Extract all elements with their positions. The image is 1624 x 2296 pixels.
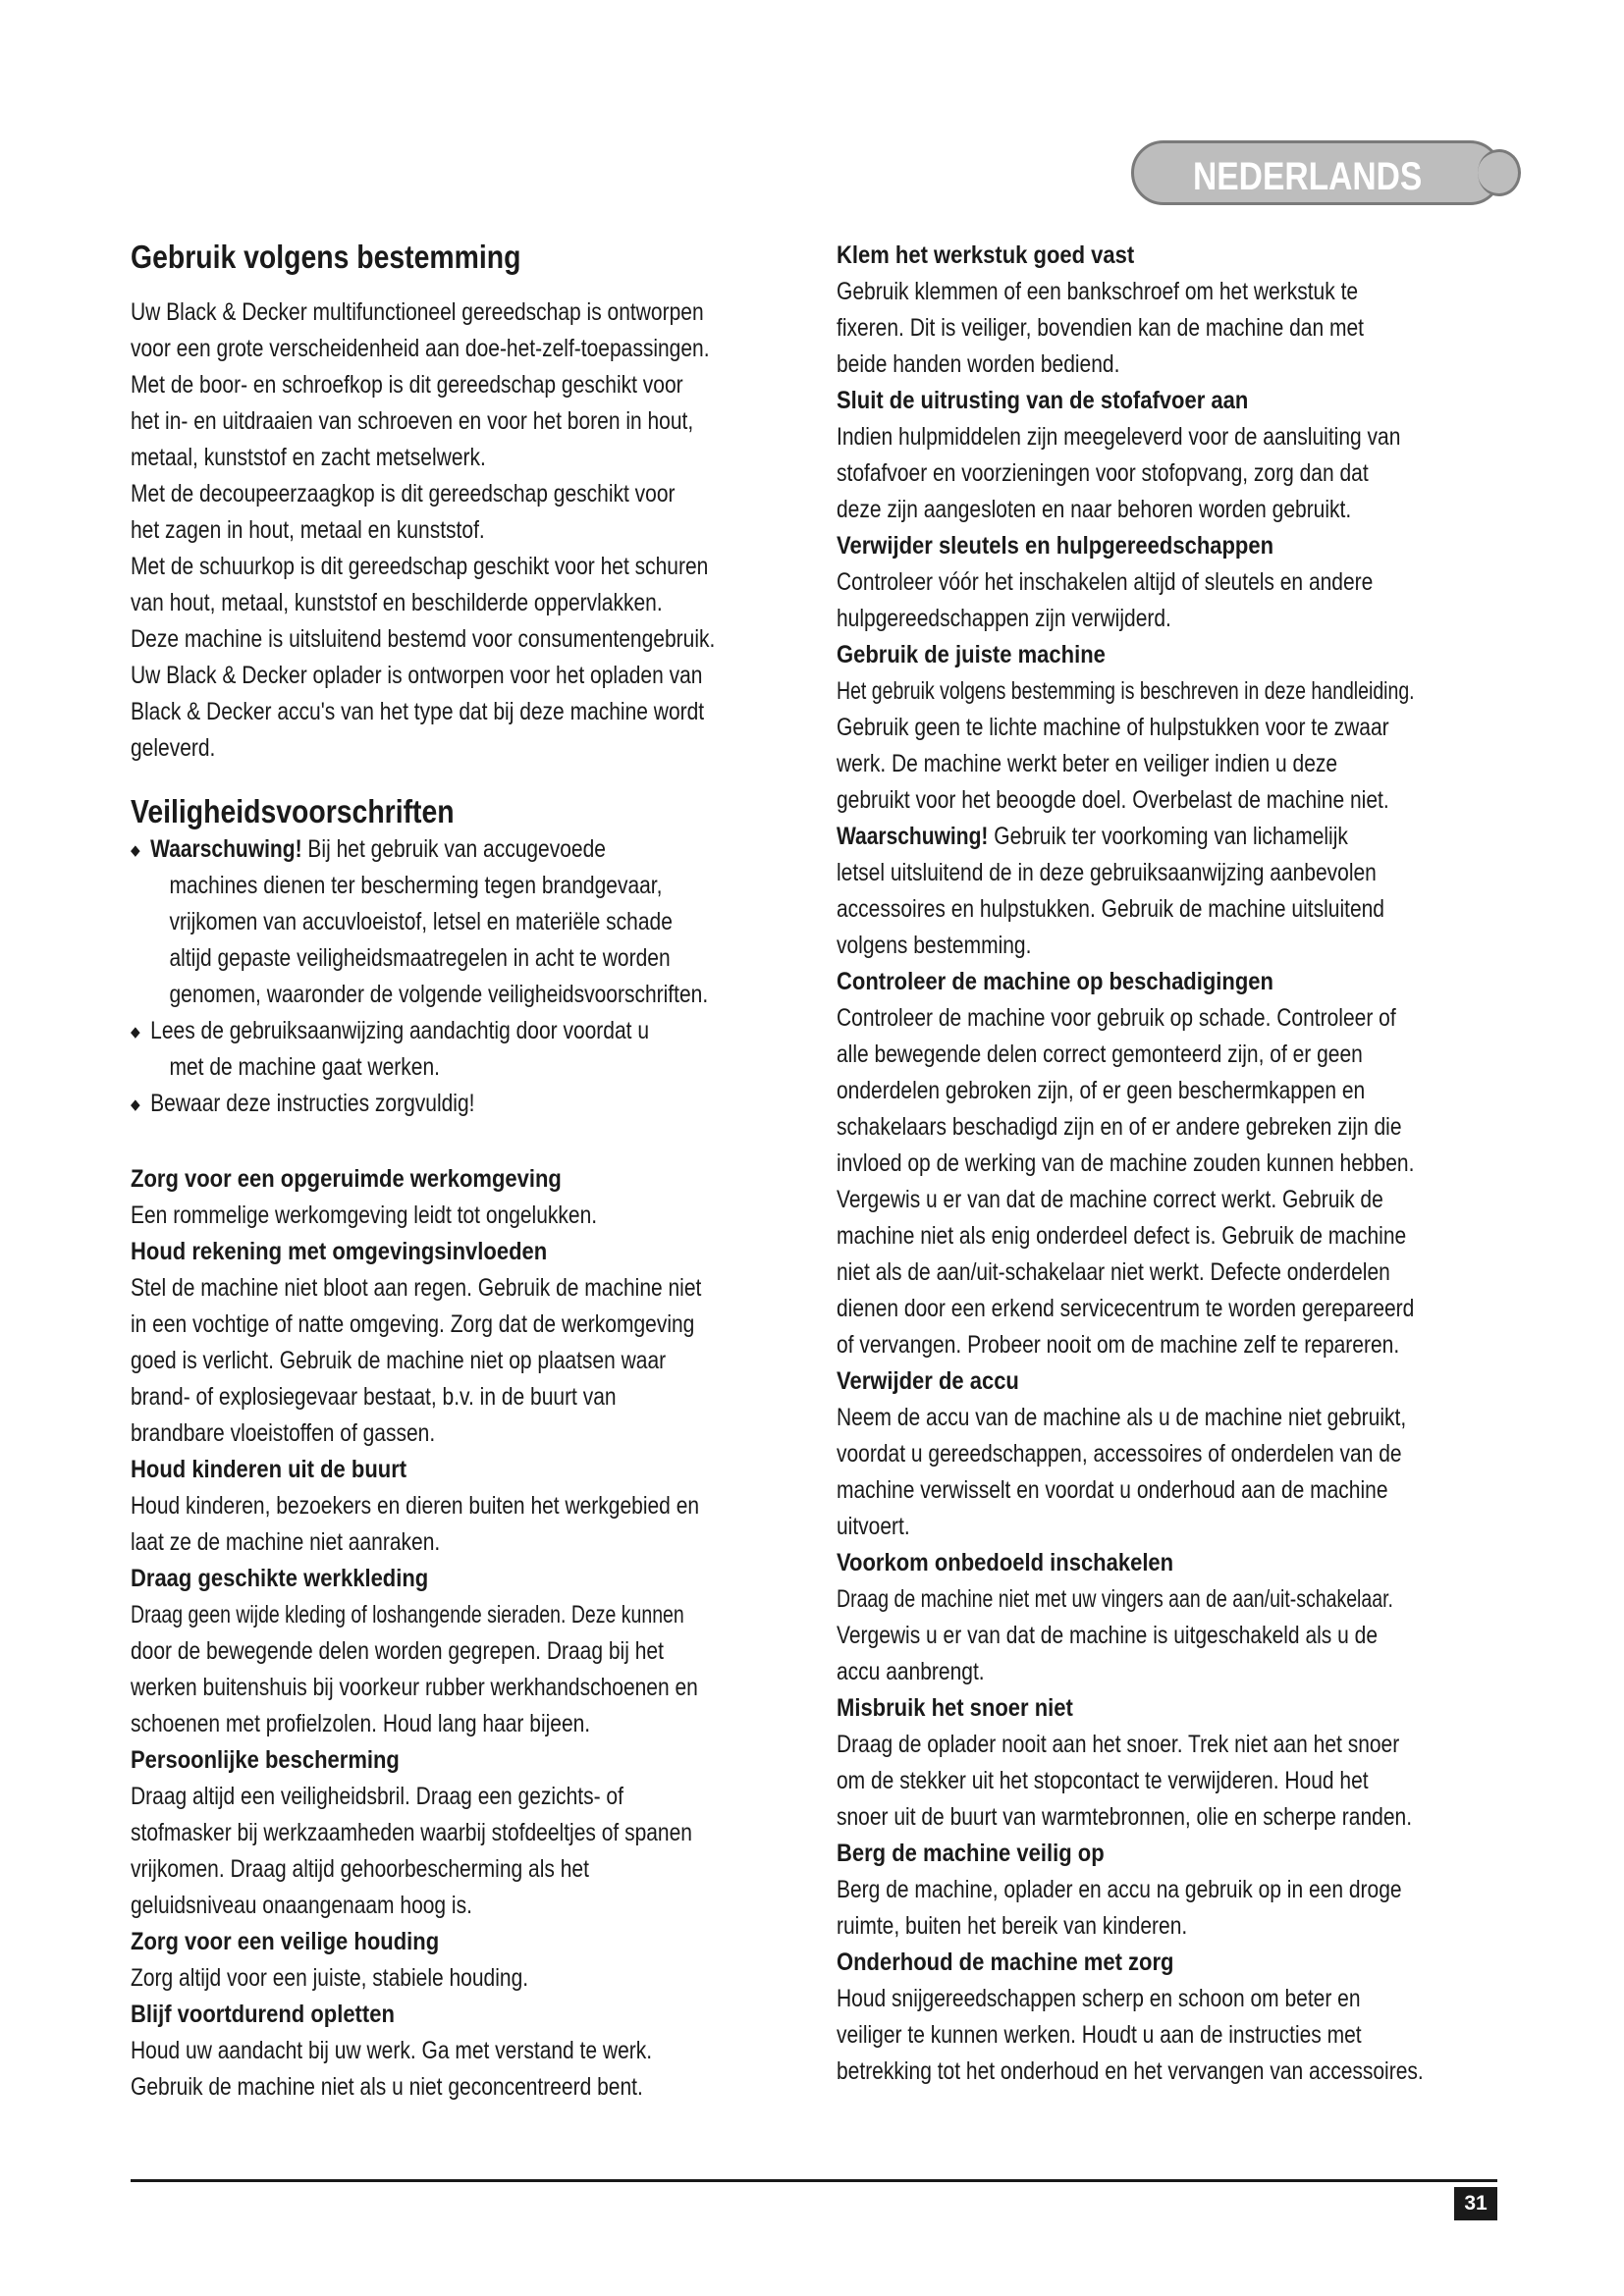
language-tab xyxy=(1131,140,1502,205)
intended-use-line: Black & Decker accu's van het type dat bij deze machine wordt xyxy=(131,698,705,725)
section-heading: Onderhoud de machine met zorg xyxy=(837,1949,1174,1976)
section-line: Gebruik geen te lichte machine of hulpstukken voor te zwaar xyxy=(837,714,1389,741)
warning-label: Waarschuwing! xyxy=(150,835,302,863)
intended-use-line: Deze machine is uitsluitend bestemd voor consumentengebruik. xyxy=(131,625,716,653)
section-line: Vergewis u er van dat de machine correct werkt. Gebruik de xyxy=(837,1186,1383,1213)
section-line: werk. De machine werkt beter en veiliger indien u deze xyxy=(837,750,1338,777)
section-line: om de stekker uit het stopcontact te verwijderen. Houd het xyxy=(837,1767,1369,1794)
section-line: door de bewegende delen worden gegrepen. Draag bij het xyxy=(131,1637,664,1665)
section-line: voordat u gereedschappen, accessoires of onderdelen van de xyxy=(837,1440,1402,1468)
section-line: betrekking tot het onderhoud en het vervangen van accessoires. xyxy=(837,2057,1424,2085)
read-instructions-bullet: ◆ Lees de gebruiksaanwijzing aandachtig door voordat u xyxy=(131,1013,700,1049)
warning-label: Waarschuwing! xyxy=(837,823,989,850)
intended-use-line: van hout, metaal, kunststof en beschilderde oppervlakken. xyxy=(131,589,663,616)
intended-use-line: het zagen in hout, metaal en kunststof. xyxy=(131,516,485,544)
section-line: goed is verlicht. Gebruik de machine niet op plaatsen waar xyxy=(131,1347,667,1374)
intended-use-line: metaal, kunststof en zacht metselwerk. xyxy=(131,444,486,471)
section-heading: Verwijder sleutels en hulpgereedschappen xyxy=(837,532,1274,560)
section-line: volgens bestemming. xyxy=(837,932,1032,959)
intended-use-line: Uw Black & Decker multifunctioneel gereedschap is ontworpen xyxy=(131,298,704,326)
section-line: Draag de oplader nooit aan het snoer. Trek niet aan het snoer xyxy=(837,1731,1400,1758)
section-line: schakelaars beschadigd zijn en of er andere gebreken zijn die xyxy=(837,1113,1402,1141)
section-line: deze zijn aangesloten en naar behoren worden gebruikt. xyxy=(837,496,1352,523)
section-line: machine verwisselt en voordat u onderhoud aan de machine xyxy=(837,1476,1388,1504)
section-heading: Zorg voor een opgeruimde werkomgeving xyxy=(131,1165,562,1193)
safety-warning-line: machines dienen ter bescherming tegen brandgevaar, xyxy=(169,872,663,899)
section-heading: Houd kinderen uit de buurt xyxy=(131,1456,407,1483)
section-line: Zorg altijd voor een juiste, stabiele houding. xyxy=(131,1964,529,1992)
intended-use-line: voor een grote verscheidenheid aan doe-het-zelf-toepassingen. xyxy=(131,335,710,362)
section-line: Draag geen wijde kleding of loshangende sieraden. Deze kunnen xyxy=(131,1601,684,1629)
section-line: Gebruik de machine niet als u niet geconcentreerd bent. xyxy=(131,2073,643,2101)
section-line: snoer uit de buurt van warmtebronnen, olie en scherpe randen. xyxy=(837,1803,1413,1831)
safety-warning xyxy=(131,831,700,868)
section-heading: Berg de machine veilig op xyxy=(837,1840,1105,1867)
safety-heading: Veiligheidsvoorschriften xyxy=(131,793,455,829)
intended-use-line: Uw Black & Decker oplader is ontworpen voor het opladen van xyxy=(131,662,703,689)
section-line: beide handen worden bediend. xyxy=(837,350,1120,378)
section-line: brandbare vloeistoffen of gassen. xyxy=(131,1419,436,1447)
right-column xyxy=(837,238,1504,2090)
read-instructions-line: met de machine gaat werken. xyxy=(169,1053,440,1081)
section-heading: Houd rekening met omgevingsinvloeden xyxy=(131,1238,548,1265)
section-heading: Sluit de uitrusting van de stofafvoer aan xyxy=(837,387,1249,414)
section-line: geluidsniveau onaangenaam hoog is. xyxy=(131,1892,472,1919)
section-line: Stel de machine niet bloot aan regen. Gebruik de machine niet xyxy=(131,1274,702,1302)
section-line: in een vochtige of natte omgeving. Zorg dat de werkomgeving xyxy=(131,1310,695,1338)
section-heading: Misbruik het snoer niet xyxy=(837,1694,1073,1722)
section-line: uitvoert. xyxy=(837,1513,910,1540)
section-line: laat ze de machine niet aanraken. xyxy=(131,1528,441,1556)
section-line: machine niet als enig onderdeel defect is. Gebruik de machine xyxy=(837,1222,1407,1250)
section-line: Draag altijd een veiligheidsbril. Draag een gezichts- of xyxy=(131,1783,623,1810)
section-line: dienen door een erkend servicecentrum te worden gerepareerd xyxy=(837,1295,1415,1322)
section-line: Neem de accu van de machine als u de machine niet gebruikt, xyxy=(837,1404,1407,1431)
intended-use-line: het in- en uitdraaien van schroeven en voor het boren in hout, xyxy=(131,407,694,435)
section-heading: Controleer de machine op beschadigingen xyxy=(837,968,1273,995)
intended-use-line: geleverd. xyxy=(131,734,216,762)
section-line: werken buitenshuis bij voorkeur rubber werkhandschoenen en xyxy=(131,1674,698,1701)
section-line: Houd uw aandacht bij uw werk. Ga met verstand te werk. xyxy=(131,2037,653,2064)
warning-text: Gebruik ter voorkoming van lichamelijk xyxy=(988,823,1348,850)
section-heading: Blijf voortdurend opletten xyxy=(131,2001,395,2028)
section-line: invloed op de werking van de machine zouden kunnen hebben. xyxy=(837,1149,1415,1177)
section-heading: Gebruik de juiste machine xyxy=(837,641,1106,668)
footer-rule xyxy=(131,2179,1497,2182)
keep-instructions-bullet: ◆ Bewaar deze instructies zorgvuldig! xyxy=(131,1086,700,1122)
section-line: gebruikt voor het beoogde doel. Overbelast de machine niet. xyxy=(837,786,1389,814)
section-line: Indien hulpmiddelen zijn meegeleverd voor de aansluiting van xyxy=(837,423,1401,451)
section-line: of vervangen. Probeer nooit om de machine zelf te repareren. xyxy=(837,1331,1400,1359)
section-warning xyxy=(837,819,1397,855)
section-line: accu aanbrengt. xyxy=(837,1658,985,1685)
section-line: stofmasker bij werkzaamheden waarbij stofdeeltjes of spanen xyxy=(131,1819,692,1846)
section-line: Houd snijgereedschappen scherp en schoon om beter en xyxy=(837,1985,1361,2012)
safety-warning-line: genomen, waaronder de volgende veiligheidsvoorschriften. xyxy=(169,981,709,1008)
section-line: fixeren. Dit is veiliger, bovendien kan de machine dan met xyxy=(837,314,1364,342)
section-line: alle bewegende delen correct gemonteerd zijn, of er geen xyxy=(837,1041,1363,1068)
section-heading: Draag geschikte werkkleding xyxy=(131,1565,429,1592)
section-heading: Voorkom onbedoeld inschakelen xyxy=(837,1549,1174,1576)
section-line: Houd kinderen, bezoekers en dieren buiten het werkgebied en xyxy=(131,1492,700,1520)
intended-use-heading: Gebruik volgens bestemming xyxy=(131,239,521,275)
section-heading: Persoonlijke bescherming xyxy=(131,1746,400,1774)
section-line: Controleer vóór het inschakelen altijd of sleutels en andere xyxy=(837,568,1374,596)
section-line: stofafvoer en voorzieningen voor stofopvang, zorg dan dat xyxy=(837,459,1369,487)
intended-use-line: Met de schuurkop is dit gereedschap geschikt voor het schuren xyxy=(131,553,709,580)
page-number: 31 xyxy=(1454,2187,1497,2220)
section-line: ruimte, buiten het bereik van kinderen. xyxy=(837,1912,1188,1940)
section-line: brand- of explosiegevaar bestaat, b.v. in de buurt van xyxy=(131,1383,617,1411)
section-line: niet als de aan/uit-schakelaar niet werkt. Defecte onderdelen xyxy=(837,1258,1390,1286)
section-line: letsel uitsluitend de in deze gebruiksaanwijzing aanbevolen xyxy=(837,859,1377,886)
section-line: Gebruik klemmen of een bankschroef om het werkstuk te xyxy=(837,278,1359,305)
section-heading: Zorg voor een veilige houding xyxy=(131,1928,440,1955)
section-line: Draag de machine niet met uw vingers aan de aan/uit-schakelaar. xyxy=(837,1585,1393,1613)
section-line: accessoires en hulpstukken. Gebruik de machine uitsluitend xyxy=(837,895,1384,923)
intended-use-line: Met de decoupeerzaagkop is dit gereedschap geschikt voor xyxy=(131,480,676,507)
section-line: Controleer de machine voor gebruik op schade. Controleer of xyxy=(837,1004,1396,1032)
section-line: schoenen met profielzolen. Houd lang haar bijeen. xyxy=(131,1710,591,1737)
warning-text: Bij het gebruik van accugevoede xyxy=(301,835,606,863)
section-line: veiliger te kunnen werken. Houdt u aan de instructies met xyxy=(837,2021,1362,2049)
section-line: Vergewis u er van dat de machine is uitgeschakeld als u de xyxy=(837,1622,1379,1649)
section-line: Berg de machine, oplader en accu na gebruik op in een droge xyxy=(837,1876,1402,1903)
section-line: Het gebruik volgens bestemming is beschreven in deze handleiding. xyxy=(837,677,1415,705)
safety-warning-line: altijd gepaste veiligheidsmaatregelen in acht te worden xyxy=(169,944,671,972)
safety-warning-line: vrijkomen van accuvloeistof, letsel en materiële schade xyxy=(169,908,673,935)
section-line: vrijkomen. Draag altijd gehoorbescherming als het xyxy=(131,1855,589,1883)
intended-use-line: Met de boor- en schroefkop is dit gereedschap geschikt voor xyxy=(131,371,683,399)
section-heading: Klem het werkstuk goed vast xyxy=(837,241,1135,269)
section-heading: Verwijder de accu xyxy=(837,1367,1019,1395)
section-line: onderdelen gebroken zijn, of er geen beschermkappen en xyxy=(837,1077,1366,1104)
section-line: Een rommelige werkomgeving leidt tot ongelukken. xyxy=(131,1201,598,1229)
left-column xyxy=(131,238,808,2106)
language-label: NEDERLANDS xyxy=(1193,155,1423,198)
section-line: hulpgereedschappen zijn verwijderd. xyxy=(837,605,1171,632)
